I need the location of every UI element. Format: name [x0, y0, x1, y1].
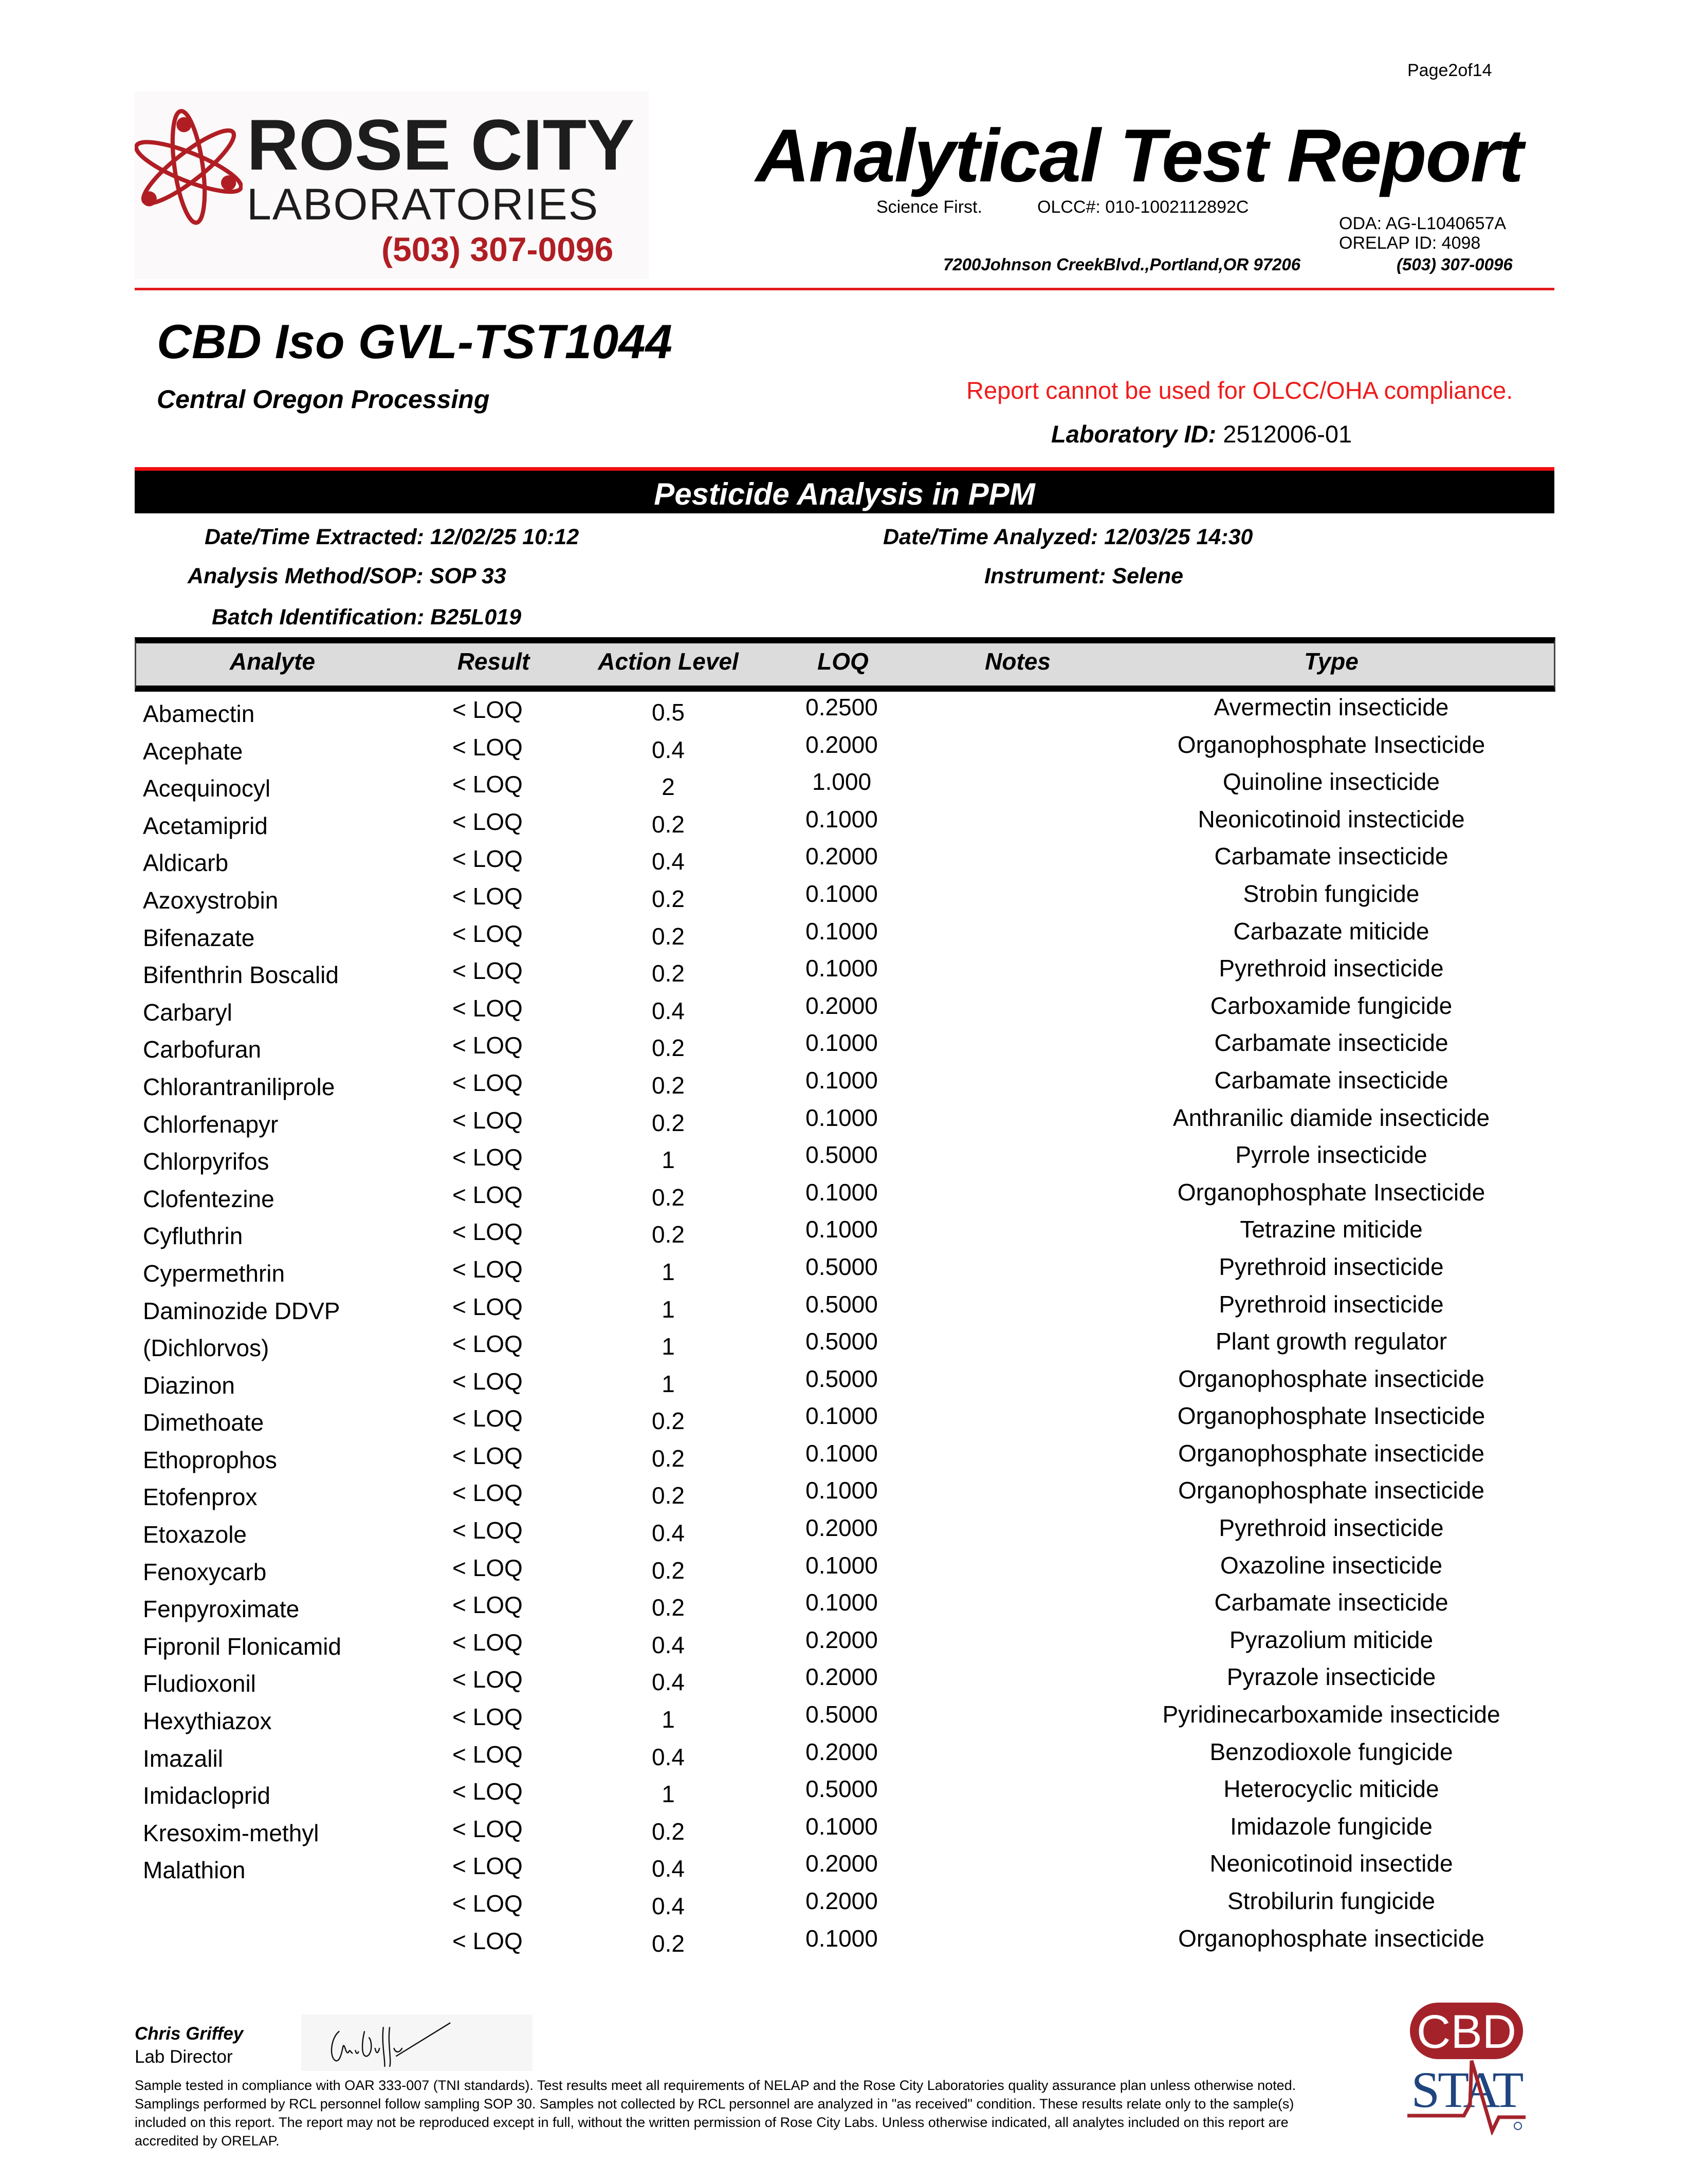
loq-cell: 0.5000	[805, 1253, 878, 1280]
logo-text-laboratories: LABORATORIES	[247, 180, 599, 229]
cbd-stat-logo	[1407, 1996, 1526, 2135]
action-level-cell: 0.2	[652, 1930, 685, 1957]
analyte-cell: Acequinocyl	[143, 775, 271, 802]
action-level-cell: 0.2	[652, 960, 685, 987]
type-cell: Anthranilic diamide insecticide	[1172, 1104, 1490, 1131]
type-cell: Carbamate insecticide	[1214, 1066, 1448, 1094]
result-cell: < LOQ	[452, 1479, 523, 1507]
compliance-warning: Report cannot be used for OLCC/OHA compliance.	[966, 377, 1513, 404]
result-cell: < LOQ	[452, 1517, 523, 1544]
analyte-cell: Fenoxycarb	[143, 1558, 267, 1585]
action-level-cell: 0.2	[652, 1221, 685, 1248]
analyte-cell: Kresoxim-methyl	[143, 1819, 319, 1846]
type-cell: Carboxamide fungicide	[1210, 992, 1453, 1019]
section-title: Pesticide Analysis in PPM	[654, 477, 1035, 511]
result-cell: < LOQ	[452, 1591, 523, 1619]
result-cell: < LOQ	[452, 1778, 523, 1805]
action-level-cell: 0.2	[652, 1183, 685, 1211]
analysis-method: Analysis Method/SOP: SOP 33	[188, 564, 506, 588]
type-cell: Organophosphate Insecticide	[1177, 1178, 1485, 1206]
action-level-cell: 0.2	[652, 1034, 685, 1062]
loq-cell: 0.1000	[805, 1924, 878, 1952]
type-cell: Carbazate miticide	[1233, 917, 1429, 945]
loq-cell: 0.1000	[805, 1812, 878, 1840]
action-level-cell: 0.4	[652, 1855, 685, 1882]
loq-cell: 0.1000	[805, 955, 878, 982]
result-cell: < LOQ	[452, 1890, 523, 1917]
analyte-cell: Bifenazate	[143, 924, 255, 951]
result-cell: < LOQ	[452, 1704, 523, 1731]
loq-cell: 0.1000	[805, 1066, 878, 1094]
type-cell: Tetrazine miticide	[1240, 1216, 1423, 1243]
action-level-cell: 0.4	[652, 1520, 685, 1547]
result-cell: < LOQ	[452, 1741, 523, 1768]
result-cell: < LOQ	[452, 1927, 523, 1954]
analyte-cell: Bifenthrin Boscalid	[143, 961, 339, 989]
tagline: Science First.	[876, 197, 982, 217]
action-level-cell: 0.5	[652, 699, 685, 726]
result-cell: < LOQ	[452, 733, 523, 761]
result-cell: < LOQ	[452, 696, 523, 723]
analyte-cell: Dimethoate	[143, 1409, 264, 1436]
action-level-cell: 1	[662, 1370, 675, 1397]
result-cell: < LOQ	[452, 1666, 523, 1693]
analyte-cell: Cypermethrin	[143, 1260, 285, 1287]
oda-number: ODA: AG-L1040657A	[1339, 214, 1507, 233]
type-cell: Oxazoline insecticide	[1220, 1551, 1443, 1579]
loq-cell: 0.2000	[805, 1514, 878, 1542]
result-cell: < LOQ	[452, 1293, 523, 1320]
action-level-cell: 0.2	[652, 1408, 685, 1435]
type-cell: Benzodioxole fungicide	[1209, 1738, 1453, 1765]
result-cell: < LOQ	[452, 1442, 523, 1469]
page-number: Page2of14	[1407, 61, 1492, 80]
analyte-cell: Fenpyroximate	[143, 1596, 300, 1623]
action-level-cell: 1	[662, 1781, 675, 1808]
result-cell: < LOQ	[452, 771, 523, 798]
analyte-cell: Ethoprophos	[143, 1446, 277, 1473]
result-cell: < LOQ	[452, 1032, 523, 1059]
action-level-cell: 0.2	[652, 922, 685, 950]
analyte-cell: Hexythiazox	[143, 1708, 272, 1735]
action-level-cell: 0.2	[652, 1071, 685, 1099]
action-level-cell: 0.2	[652, 1482, 685, 1509]
loq-column	[781, 689, 902, 1957]
loq-cell: 0.5000	[805, 1290, 878, 1318]
result-cell: < LOQ	[452, 1255, 523, 1283]
result-cell: < LOQ	[452, 1628, 523, 1656]
type-cell: Carbamate insecticide	[1214, 1029, 1448, 1057]
analyte-cell: Aldicarb	[143, 849, 229, 877]
type-cell: Pyridinecarboxamide insecticide	[1162, 1701, 1500, 1728]
loq-cell: 0.2000	[805, 843, 878, 870]
action-level-cell: 0.4	[652, 1893, 685, 1919]
loq-cell: 0.5000	[805, 1701, 878, 1728]
type-cell: Neonicotinoid insectide	[1209, 1850, 1453, 1877]
col-header-notes: Notes	[985, 648, 1051, 675]
loq-cell: 1.000	[812, 768, 872, 795]
type-cell: Quinoline insecticide	[1223, 768, 1440, 795]
action-level-cell: 1	[662, 1333, 675, 1360]
section-divider	[135, 467, 1554, 471]
type-cell: Organophosphate insecticide	[1178, 1477, 1484, 1504]
loq-cell: 0.1000	[805, 1477, 878, 1504]
action-level-cell: 0.4	[652, 997, 685, 1024]
action-level-cell: 0.4	[652, 1669, 685, 1696]
action-level-cell: 0.4	[652, 848, 685, 875]
action-level-cell: 1	[662, 1258, 675, 1285]
analyte-cell: Fludioxonil	[143, 1670, 256, 1697]
loq-cell: 0.2000	[805, 731, 878, 758]
type-cell: Strobin fungicide	[1243, 880, 1420, 907]
result-cell: < LOQ	[452, 1069, 523, 1096]
client-name: Central Oregon Processing	[157, 385, 490, 414]
action-level-cell: 0.2	[652, 1445, 685, 1472]
analyte-cell: Chlorpyrifos	[143, 1148, 269, 1175]
lab-address: 7200Johnson CreekBlvd.,Portland,OR 97206	[943, 255, 1301, 274]
report-title: Analytical Test Report	[756, 114, 1523, 197]
type-cell: Organophosphate insecticide	[1178, 1924, 1484, 1952]
loq-cell: 0.1000	[805, 1551, 878, 1579]
lab-phone: (503) 307-0096	[1397, 255, 1513, 274]
loq-cell: 0.2500	[805, 694, 878, 720]
analyte-cell: Etoxazole	[143, 1521, 247, 1548]
result-cell: < LOQ	[452, 808, 523, 835]
loq-cell: 0.1000	[805, 880, 878, 907]
action-level-cell: 2	[662, 773, 675, 801]
type-cell: Neonicotinoid instecticide	[1198, 805, 1465, 832]
analyte-cell: Imazalil	[143, 1745, 223, 1772]
type-cell: Pyrethroid insecticide	[1219, 1253, 1444, 1280]
type-cell: Imidazole fungicide	[1230, 1812, 1433, 1840]
action-level-cell: 0.2	[652, 885, 685, 912]
type-cell: Plant growth regulator	[1215, 1328, 1447, 1355]
signature-image	[301, 2014, 533, 2071]
col-header-type: Type	[1304, 648, 1359, 675]
result-cell: < LOQ	[452, 845, 523, 873]
result-cell: < LOQ	[452, 1554, 523, 1581]
logo-text-rose-city: ROSE CITY	[247, 104, 635, 185]
analyte-cell: Acephate	[143, 737, 243, 765]
loq-cell: 0.1000	[805, 1104, 878, 1131]
analyte-cell: Cyfluthrin	[143, 1223, 243, 1250]
result-cell: < LOQ	[452, 1144, 523, 1171]
loq-cell: 0.1000	[805, 805, 878, 832]
loq-cell: 0.2000	[805, 1663, 878, 1691]
col-header-analyte: Analyte	[229, 648, 316, 675]
loq-cell: 0.5000	[805, 1328, 878, 1355]
loq-cell: 0.5000	[805, 1141, 878, 1169]
type-cell: Strobilurin fungicide	[1227, 1887, 1435, 1914]
result-column	[452, 691, 555, 1959]
type-cell: Carbamate insecticide	[1214, 843, 1448, 870]
result-cell: < LOQ	[452, 1181, 523, 1208]
logo-phone: (503) 307-0096	[381, 230, 614, 268]
olcc-number: OLCC#: 010-1002112892C	[1037, 197, 1249, 217]
signer-name: Chris Griffey	[135, 2024, 244, 2044]
laboratory-id-label: Laboratory ID:	[1051, 420, 1217, 448]
type-cell: Organophosphate insecticide	[1178, 1365, 1484, 1392]
type-cell: Organophosphate Insecticide	[1177, 731, 1485, 758]
loq-cell: 0.1000	[805, 1029, 878, 1057]
date-analyzed: Date/Time Analyzed: 12/03/25 14:30	[883, 525, 1253, 549]
loq-cell: 0.2000	[805, 992, 878, 1019]
type-column	[1105, 689, 1557, 1957]
loq-cell: 0.1000	[805, 1402, 878, 1430]
analyte-cell: Chlorfenapyr	[143, 1110, 279, 1138]
analyte-cell: Etofenprox	[143, 1484, 258, 1511]
atom-icon	[135, 95, 243, 236]
loq-cell: 0.1000	[805, 1439, 878, 1467]
result-cell: < LOQ	[452, 1815, 523, 1842]
loq-cell: 0.5000	[805, 1365, 878, 1392]
result-cell: < LOQ	[452, 1106, 523, 1134]
col-header-loq: LOQ	[817, 648, 869, 675]
action-level-cell: 0.2	[652, 1109, 685, 1136]
disclaimer: Sample tested in compliance with OAR 333-007 (TNI standards). Test results meet all requirements of NELAP and the Rose City Laboratories quality assurance plan unless otherwise noted. Samplings performed by RCL personnel follow sampling SOP 30. Samples not collected by RCL personnel are analyzed in "as received" condition. These results relate only to the sample(s) included on this report. The report may not be reproduced except in full, without the written permission of Rose City Labs. Unless otherwise indicated, all analytes included on this report are accredited by ORELAP.	[135, 2078, 1296, 2149]
analyte-cell: Azoxystrobin	[143, 886, 279, 914]
col-header-action-level: Action Level	[598, 648, 739, 675]
result-cell: < LOQ	[452, 882, 523, 910]
analyte-cell: Carbofuran	[143, 1036, 262, 1063]
cbd-stat-logo-stat: STAT	[1411, 2061, 1522, 2118]
laboratory-id	[1051, 420, 1352, 448]
signer-title: Lab Director	[135, 2047, 233, 2067]
analyte-cell: Diazinon	[143, 1372, 235, 1399]
action-level-cell: 0.4	[652, 1743, 685, 1770]
analyte-cell: Abamectin	[143, 700, 255, 727]
loq-cell: 0.1000	[805, 1216, 878, 1243]
action-level-cell: 1	[662, 1706, 675, 1733]
cbd-stat-logo-cbd: CBD	[1416, 2006, 1517, 2058]
analyte-cell: Carbaryl	[143, 998, 232, 1026]
laboratory-id-value: 2512006-01	[1223, 420, 1352, 448]
type-cell: Pyrazolium miticide	[1229, 1626, 1434, 1653]
type-cell: Organophosphate Insecticide	[1177, 1402, 1485, 1430]
type-cell: Pyrazole insecticide	[1226, 1663, 1436, 1691]
result-cell: < LOQ	[452, 1853, 523, 1880]
action-level-cell: 0.2	[652, 810, 685, 838]
result-cell: < LOQ	[452, 957, 523, 985]
loq-cell: 0.1000	[805, 1178, 878, 1206]
product-name: CBD Iso GVL-TST1044	[157, 314, 672, 368]
batch-id: Batch Identification: B25L019	[212, 605, 522, 630]
analyte-cell: (Dichlorvos)	[143, 1335, 269, 1362]
analyte-cell: Daminozide DDVP	[143, 1297, 340, 1324]
instrument: Instrument: Selene	[984, 564, 1184, 588]
loq-cell: 0.2000	[805, 1887, 878, 1914]
action-level-cell: 1	[662, 1146, 675, 1174]
analyte-column	[143, 695, 341, 1889]
type-cell: Pyrrole insecticide	[1235, 1141, 1427, 1169]
type-cell: Pyrethroid insecticide	[1219, 955, 1444, 982]
type-cell: Heterocyclic miticide	[1223, 1775, 1439, 1803]
loq-cell: 0.5000	[805, 1775, 878, 1803]
loq-cell: 0.1000	[805, 917, 878, 945]
type-cell: Carbamate insecticide	[1214, 1589, 1448, 1616]
analyte-cell: Imidacloprid	[143, 1782, 270, 1809]
type-cell: Avermectin insecticide	[1214, 694, 1449, 720]
action-level-cell: 1	[662, 1295, 675, 1323]
date-extracted: Date/Time Extracted: 12/02/25 10:12	[205, 525, 579, 549]
action-level-cell: 0.2	[652, 1818, 685, 1845]
header-divider	[135, 288, 1554, 290]
type-cell: Organophosphate insecticide	[1178, 1439, 1484, 1467]
result-cell: < LOQ	[452, 1218, 523, 1246]
result-cell: < LOQ	[452, 920, 523, 947]
analyte-cell: Chlorantraniliprole	[143, 1073, 335, 1100]
result-cell: < LOQ	[452, 1330, 523, 1358]
action-level-cell: 0.2	[652, 1594, 685, 1621]
loq-cell: 0.2000	[805, 1626, 878, 1653]
action-level-column	[617, 694, 720, 1962]
analyte-cell: Fipronil Flonicamid	[143, 1633, 342, 1660]
analyte-cell: Acetamiprid	[143, 812, 268, 839]
action-level-cell: 0.4	[652, 1631, 685, 1658]
result-cell: < LOQ	[452, 1405, 523, 1432]
col-header-result: Result	[457, 648, 530, 675]
type-cell: Pyrethroid insecticide	[1219, 1290, 1444, 1318]
analyte-cell: Clofentezine	[143, 1185, 274, 1212]
analyte-cell: Malathion	[143, 1857, 246, 1884]
action-level-cell: 0.4	[652, 736, 685, 763]
result-cell: < LOQ	[452, 1367, 523, 1395]
action-level-cell: 0.2	[652, 1557, 685, 1584]
loq-cell: 0.2000	[805, 1850, 878, 1877]
loq-cell: 0.1000	[805, 1589, 878, 1616]
orelap-id: ORELAP ID: 4098	[1339, 233, 1481, 253]
loq-cell: 0.2000	[805, 1738, 878, 1765]
result-cell: < LOQ	[452, 994, 523, 1022]
type-cell: Pyrethroid insecticide	[1219, 1514, 1444, 1542]
